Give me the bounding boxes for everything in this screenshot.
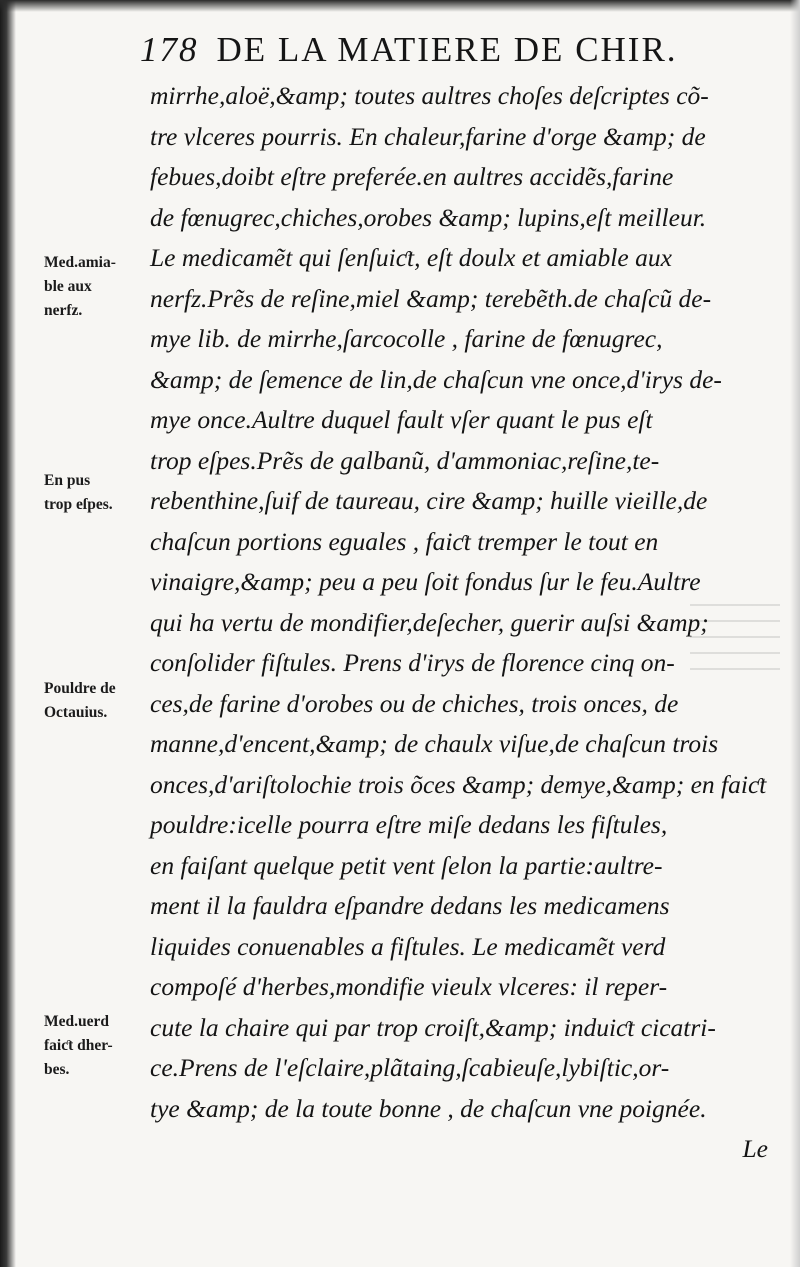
page-gutter-shadow (0, 0, 16, 1267)
text-line: de fœnugrec,chiches,orobes &amp; lupins,eſt meilleur. (150, 202, 707, 232)
text-line: vinaigre,&amp; peu a peu ſoit fondus ſur le feu.Aultre (150, 567, 701, 596)
running-title: DE LA MATIERE DE CHIR. (216, 30, 678, 69)
text-line: ce.Prens de l'eſclaire,plãtaing,ſcabieuſe,lybiſtic,or- (150, 1053, 670, 1082)
margin-note-pus (44, 469, 144, 517)
text-line: en faiſant quelque petit vent ſelon la partie:aultre- (150, 850, 663, 880)
text-line: ces,de farine d'orobes ou de chiches, trois onces, de (150, 688, 679, 718)
margin-note-line: Pouldre de (44, 680, 116, 697)
margin-note-med-verd (44, 1010, 144, 1082)
text-line: cute la chaire qui par trop croiſt,&amp; induiƈt cicatri- (150, 1012, 716, 1042)
text-line: pouldre:icelle pourra eſtre miſe dedans les fiſtules, (150, 810, 668, 839)
margin-note-line: Octauius. (44, 704, 108, 721)
text-line: liquides conuenables a fiſtules. Le medicamẽt verd (150, 931, 666, 961)
text-line: onces,d'ariſtolochie trois õces &amp; demye,&amp; en faiƈt (150, 769, 767, 799)
text-line: mye lib. de mirrhe,ſarcocolle , farine de fœnugrec, (150, 324, 663, 353)
margin-note-pouldre (44, 677, 144, 725)
margin-note-line: ble aux (44, 278, 92, 295)
margin-note-line: Med.uerd (44, 1013, 110, 1030)
page-fore-edge (790, 0, 800, 1267)
text-line: nerfz.Prẽs de reſine,miel &amp; terebẽth.de chaſcũ de- (150, 283, 712, 313)
text-line: chaſcun portions eguales , faiƈt tremper le tout en (150, 526, 659, 556)
margin-note-line: Med.amia- (44, 254, 116, 271)
text-line: qui ha vertu de mondifier,deſecher, guerir auſsi &amp; (150, 607, 709, 637)
margin-note-line: En pus (44, 472, 91, 489)
text-line: tye &amp; de la toute bonne , de chaſcun vne poignée. (150, 1093, 707, 1123)
text-line: trop eſpes.Prẽs de galbanũ, d'ammoniac,reſine,te- (150, 445, 660, 475)
margin-note-line: trop eſpes. (44, 496, 113, 513)
margin-note-line: bes. (44, 1061, 70, 1078)
text-line: febues,doibt eſtre preferée.en aultres accidẽs,farine (150, 162, 674, 191)
main-text-block (150, 76, 768, 1170)
catchword: Le (742, 1134, 768, 1163)
page-number: 178 (140, 30, 199, 69)
margin-note-med-amiable (44, 251, 144, 323)
text-line: ment il la fauldra eſpandre dedans les medicamens (150, 891, 670, 920)
text-line: tre vlceres pourris. En chaleur,farine d'orge &amp; de (150, 121, 706, 151)
text-line: mye once.Aultre duquel fault vſer quant le pus eſt (150, 405, 653, 434)
running-head (140, 30, 790, 70)
text-line: conſolider fiſtules. Prens d'irys de florence cinq on- (150, 648, 675, 677)
text-line: mirrhe,aloë,&amp; toutes aultres choſes deſcriptes cõ- (150, 81, 709, 110)
page-top-shadow (0, 0, 800, 12)
text-line: compoſé d'herbes,mondifie vieulx vlceres: il reper- (150, 972, 668, 1001)
text-line: rebenthine,ſuif de taureau, cire &amp; huille vieille,de (150, 486, 708, 515)
text-line: Le medicamẽt qui ſenſuiƈt, eſt doulx et amiable aux (150, 243, 672, 272)
margin-note-line: nerfz. (44, 302, 83, 319)
text-line: manne,d'encent,&amp; de chaulx viſue,de chaſcun trois (150, 729, 719, 758)
margin-note-line: faiƈt dher- (44, 1037, 113, 1054)
text-line: &amp; de ſemence de lin,de chaſcun vne once,d'irys de- (150, 364, 722, 394)
